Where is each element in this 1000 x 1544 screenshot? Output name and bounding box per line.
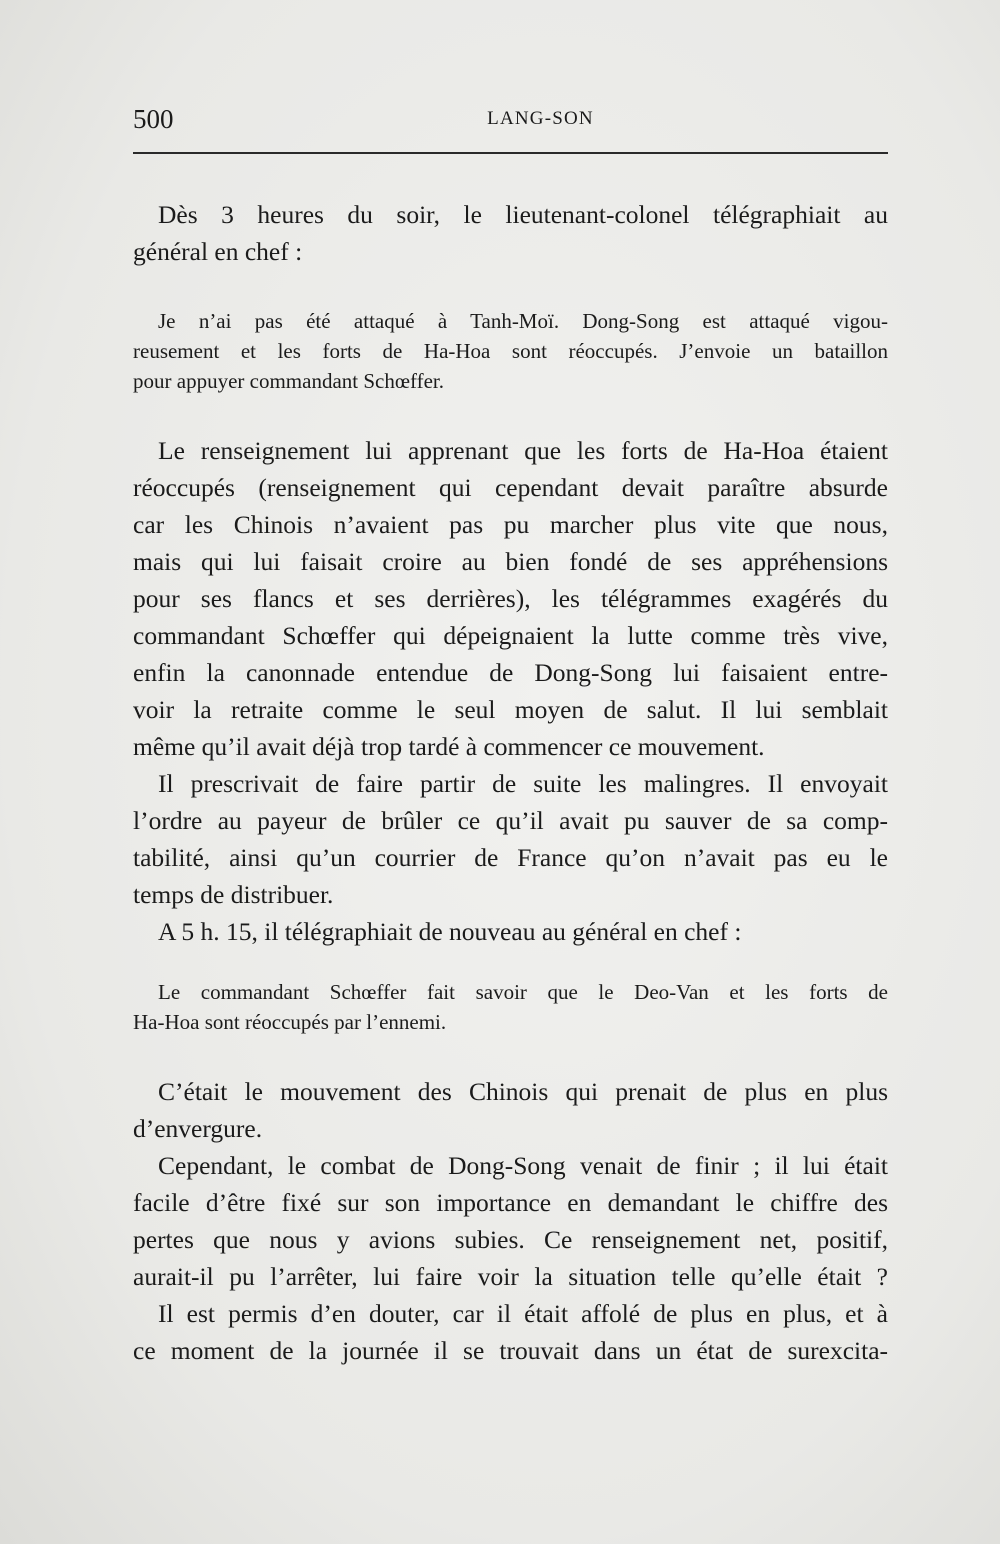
- text-line: A 5 h. 15, il télégraphiait de nouveau au général en chef :: [158, 917, 742, 946]
- quote-line: reusement et les forts de Ha-Hoa sont réoccupés. J’envoie un bataillon: [133, 339, 888, 363]
- quote-line: Le commandant Schœffer fait savoir que le Deo-Van et les forts de: [158, 980, 888, 1004]
- quote-line: Ha-Hoa sont réoccupés par l’ennemi.: [133, 1010, 447, 1034]
- paragraph-1: [133, 196, 888, 270]
- paragraph-6: [133, 1147, 888, 1295]
- quote-line: Je n’ai pas été attaqué à Tanh-Moï. Dong-Song est attaqué vigou-: [158, 309, 888, 333]
- text-line: Il est permis d’en douter, car il était affolé de plus en plus, et à: [158, 1299, 888, 1328]
- running-title: LANG-SON: [487, 108, 594, 129]
- text-line: même qu’il avait déjà trop tardé à commencer ce mouvement.: [133, 732, 765, 761]
- text-line: l’ordre au payeur de brûler ce qu’il avait pu sauver de sa comp-: [133, 806, 888, 835]
- text-line: réoccupés (renseignement qui cependant devait paraître absurde: [133, 473, 888, 502]
- quote-line: pour appuyer commandant Schœffer.: [133, 369, 445, 393]
- text-line: ce moment de la journée il se trouvait dans un état de surexcita-: [133, 1336, 888, 1365]
- text-line: C’était le mouvement des Chinois qui prenait de plus en plus: [158, 1077, 888, 1106]
- text-line: car les Chinois n’avaient pas pu marcher plus vite que nous,: [133, 510, 888, 539]
- page-number: 500: [133, 104, 174, 134]
- text-line: mais qui lui faisait croire au bien fondé de ses appréhensions: [133, 547, 888, 576]
- text-line: facile d’être fixé sur son importance en demandant le chiffre des: [133, 1188, 888, 1217]
- page-body: [133, 196, 888, 1369]
- paragraph-4: [133, 913, 888, 950]
- paragraph-7: [133, 1295, 888, 1369]
- text-line: Il prescrivait de faire partir de suite les malingres. Il envoyait: [158, 769, 888, 798]
- text-line: pertes que nous y avions subies. Ce renseignement net, positif,: [133, 1225, 888, 1254]
- text-line: temps de distribuer.: [133, 880, 334, 909]
- telegram-quote-1: [133, 306, 888, 396]
- text-line: enfin la canonnade entendue de Dong-Song lui faisaient entre-: [133, 658, 888, 687]
- telegram-quote-2: [133, 977, 888, 1037]
- header-rule: [133, 152, 888, 154]
- text-line: Dès 3 heures du soir, le lieutenant-colonel télégraphiait au: [158, 200, 888, 229]
- paragraph-5: [133, 1073, 888, 1147]
- text-line: voir la retraite comme le seul moyen de salut. Il lui semblait: [133, 695, 888, 724]
- text-line: commandant Schœffer qui dépeignaient la lutte comme très vive,: [133, 621, 888, 650]
- text-line: d’envergure.: [133, 1114, 263, 1143]
- page-header: [133, 104, 888, 144]
- text-line: tabilité, ainsi qu’un courrier de France qu’on n’avait pas eu le: [133, 843, 888, 872]
- text-line: aurait-il pu l’arrêter, lui faire voir la situation telle qu’elle était ?: [133, 1262, 888, 1291]
- text-line: général en chef :: [133, 237, 303, 266]
- text-line: pour ses flancs et ses derrières), les télégrammes exagérés du: [133, 584, 888, 613]
- text-line: Cependant, le combat de Dong-Song venait de finir ; il lui était: [158, 1151, 888, 1180]
- text-line: Le renseignement lui apprenant que les forts de Ha-Hoa étaient: [158, 436, 888, 465]
- paragraph-2: [133, 432, 888, 765]
- paragraph-3: [133, 765, 888, 913]
